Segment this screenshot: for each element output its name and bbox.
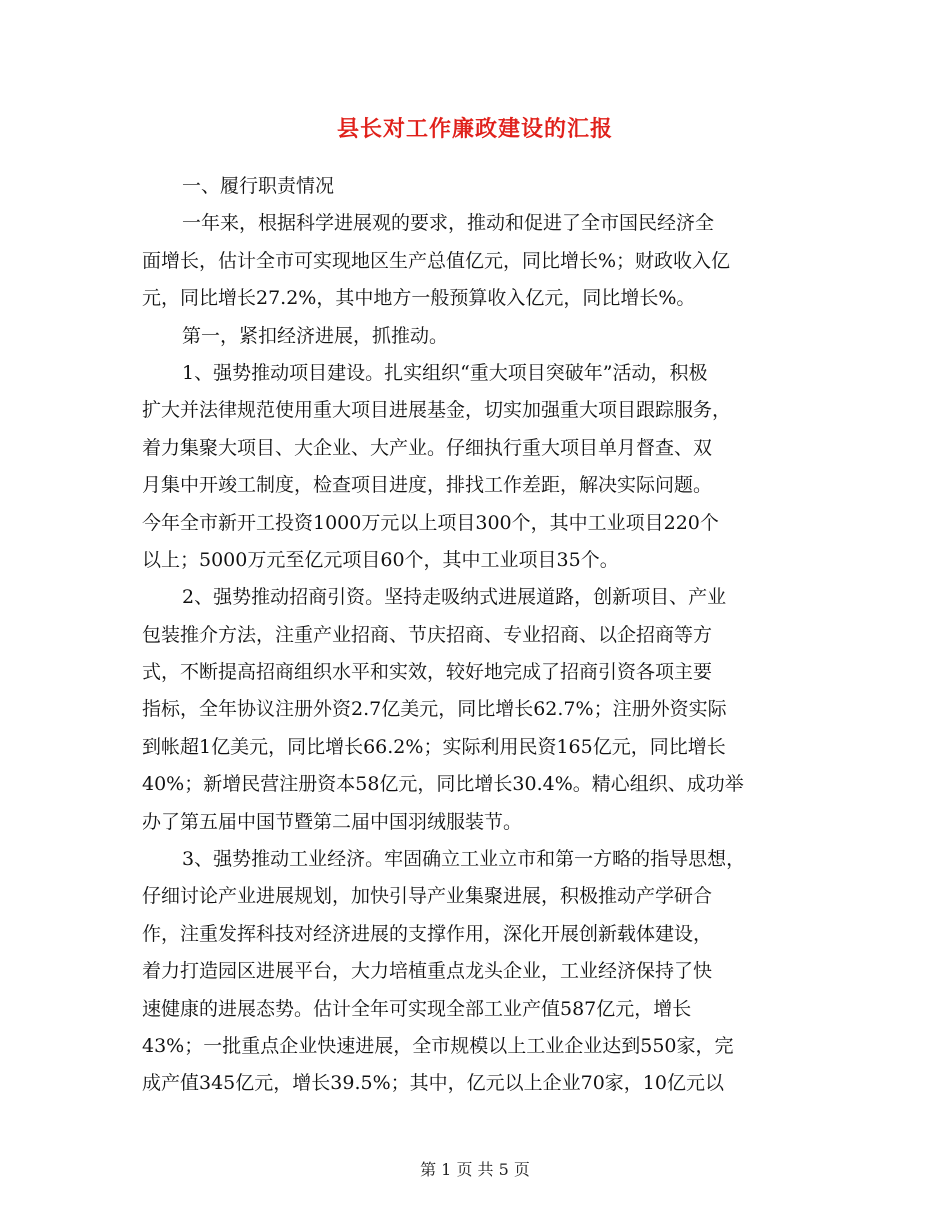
subsection-heading: 第一，紧扣经济进展，抓推动。 bbox=[182, 324, 449, 347]
paragraph-line: 月集中开竣工制度，检查项目进度，排找工作差距，解决实际问题。 bbox=[142, 474, 713, 497]
paragraph-line: 今年全市新开工投资1000万元以上项目300个，其中工业项目220个 bbox=[142, 511, 719, 534]
paragraph-line: 作，注重发挥科技对经济进展的支撑作用，深化开展创新载体建设， bbox=[142, 922, 713, 945]
paragraph-line: 面增长，估计全市可实现地区生产总值亿元，同比增长%；财政收入亿 bbox=[142, 249, 731, 272]
paragraph-line: 元，同比增长27.2%，其中地方一般预算收入亿元，同比增长%。 bbox=[142, 287, 696, 310]
section-heading: 一、履行职责情况 bbox=[182, 175, 335, 197]
paragraph-line: 速健康的进展态势。估计全年可实现全部工业产值587亿元，增长 bbox=[142, 997, 692, 1020]
paragraph-line: 到帐超1亿美元，同比增长66.2%；实际利用民资165亿元，同比增长 bbox=[142, 735, 726, 758]
paragraph-line: 着力打造园区进展平台，大力培植重点龙头企业，工业经济保持了快 bbox=[142, 960, 713, 983]
paragraph-line: 1、强势推动项目建设。扎实组织“重大项目突破年”活动，积极 bbox=[182, 361, 708, 384]
paragraph-line: 包装推介方法，注重产业招商、节庆招商、专业招商、以企招商等方 bbox=[142, 623, 713, 646]
paragraph-line: 办了第五届中国节暨第二届中国羽绒服装节。 bbox=[142, 810, 523, 833]
paragraph-line: 以上；5000万元至亿元项目60个，其中工业项目35个。 bbox=[142, 548, 619, 571]
document-title: 县长对工作廉政建设的汇报 bbox=[336, 116, 613, 142]
document-body bbox=[142, 168, 822, 1103]
paragraph-line: 2、强势推动招商引资。坚持走吸纳式进展道路，创新项目、产业 bbox=[182, 586, 727, 609]
paragraph-line: 3、强势推动工业经济。牢固确立工业立市和第一方略的指导思想， bbox=[182, 848, 746, 871]
paragraph-line: 成产值345亿元，增长39.5%；其中，亿元以上企业70家，10亿元以 bbox=[142, 1072, 724, 1095]
paragraph-line: 着力集聚大项目、大企业、大产业。仔细执行重大项目单月督查、双 bbox=[142, 436, 713, 459]
paragraph-line: 指标，全年协议注册外资2.7亿美元，同比增长62.7%；注册外资实际 bbox=[142, 698, 727, 721]
paragraph-line: 一年来，根据科学进展观的要求，推动和促进了全市国民经济全 bbox=[182, 212, 715, 235]
paragraph-line: 式，不断提高招商组织水平和实效，较好地完成了招商引资各项主要 bbox=[142, 661, 713, 684]
paragraph-line: 40%；新增民营注册资本58亿元，同比增长30.4%。精心组织、成功举 bbox=[142, 773, 744, 796]
paragraph-line: 43%；一批重点企业快速进展，全市规模以上工业企业达到550家，完 bbox=[142, 1034, 734, 1057]
paragraph-line: 扩大并法律规范使用重大项目进展基金，切实加强重大项目跟踪服务， bbox=[142, 399, 732, 422]
paragraph-line: 仔细讨论产业进展规划，加快引导产业集聚进展，积极推动产学研合 bbox=[142, 885, 713, 908]
page-footer: 第 1 页 共 5 页 bbox=[420, 1160, 530, 1179]
